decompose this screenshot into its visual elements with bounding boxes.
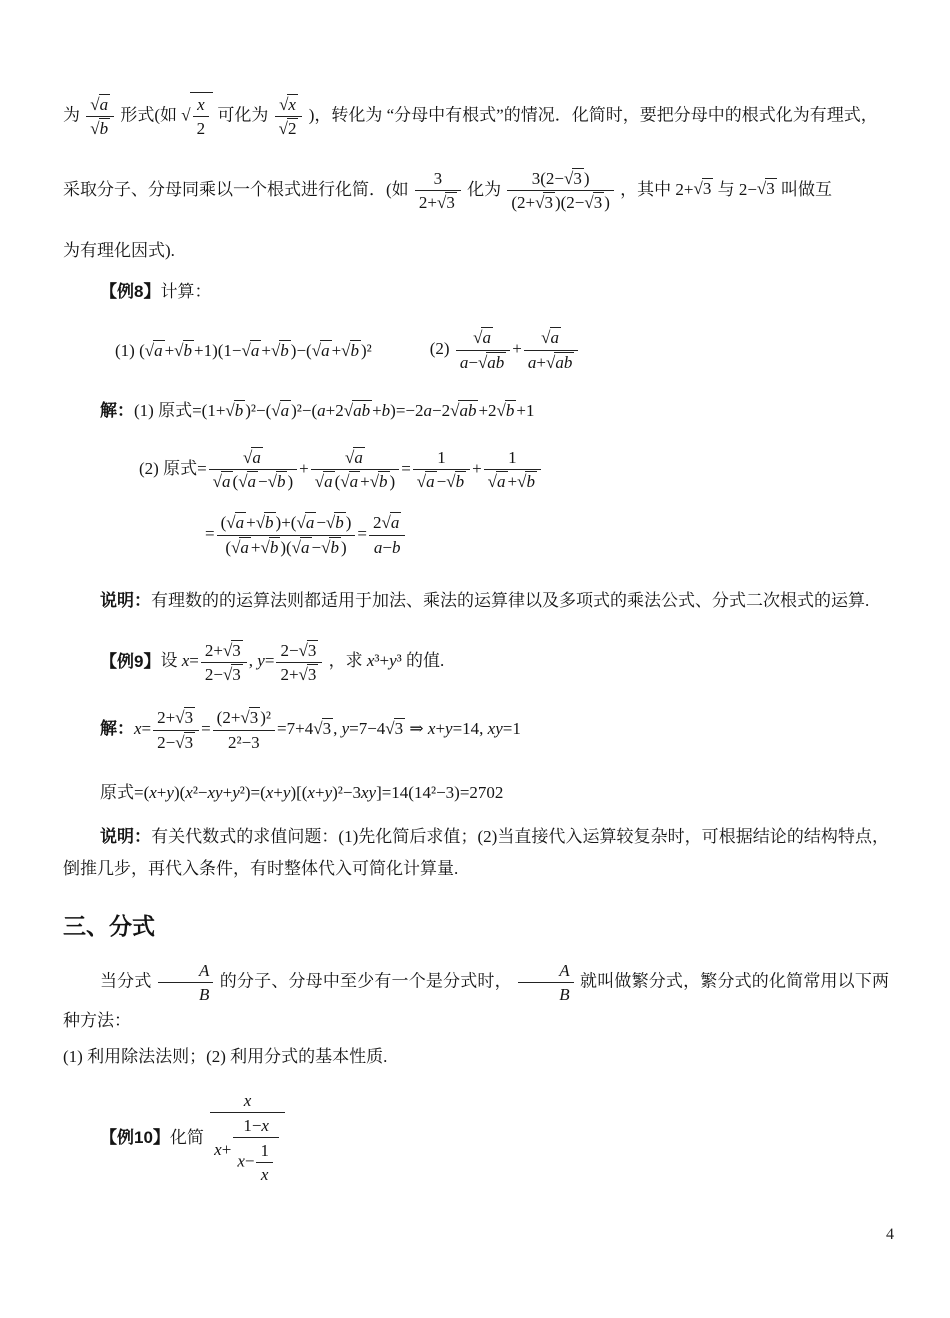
example9-label: 【例9】 (100, 651, 161, 671)
example8-solution-formula-1: (1) 原式=(1+√b )²−(√a )²−(a+2√ab +b)=−2a−2√ab +2√b +1 (134, 401, 535, 421)
section3-methods: (1) 利用除法法则；(2) 利用分式的基本性质. (63, 1046, 388, 1066)
example9-solution-formula-1: x= $\frac{2+√3}{2-√3}$ = $\frac{\text{(2+√3 )²}}{\text{2²−3}}$ =7+4√3 , y=7−4√3 ⇒ x+y=14, xy=1 (134, 719, 521, 738)
example8-solution-line-3: = $\frac{(√a +√b )+(√a -√b )}{(√a +√b )(√a -√b )}$ = $\frac{2√a}{a-b}$ (63, 511, 889, 559)
example8-problem-2: (2) $\frac{√a}{a-√ab}$ + $\frac{√a}{a+√ab}$ (430, 326, 581, 374)
example8-label: 【例8】 (100, 282, 161, 302)
example8-note (63, 585, 889, 616)
example9-note-text: 有关代数式的求值问题：(1)先化简后求值；(2)当直接代入运算较复杂时，可根据结论的结构特点，倒推几步，再代入条件，有时整体代入可简化计算量. (63, 827, 889, 878)
example9-solution-line-1 (63, 706, 889, 754)
example8-heading (63, 277, 889, 302)
example8-solution-line-1 (63, 396, 889, 421)
example9-problem: 设 x= $\frac{2+√3}{2-√3}$ , y= $\frac{2-√3}{2+√3}$ ，求 x³+y³ 的值. (160, 651, 444, 670)
intro-paragraph-1: 为 $\frac{√a}{√b}$ 形式(如 √ $\frac{x}{2}$ 可化为 $\frac{√x}{√2}$ )，转化为 “分母中有根式”的情况．化简时，要把分母中的根式化为有理式， (63, 92, 889, 141)
page-number: 4 (886, 1226, 894, 1243)
example9-heading (63, 639, 889, 687)
intro-paragraph-3: 为有理化因式). (63, 241, 175, 261)
example8-title-text: 计算： (160, 282, 212, 302)
example8-note-text: 有理数的的运算法则都适用于加法、乘法的运算律以及多项式的乘法公式、分式二次根式的运算. (151, 591, 870, 611)
section3-heading: 三、分式 (63, 913, 155, 940)
example9-note-label: 说明： (100, 827, 152, 847)
intro-paragraph-2: 采取分子、分母同乘以一个根式进行化简．(如 $\frac{3}{2+√3}$ 化为 $\frac{3(2-√3 )}{(2+√3 )(2-√3 )}$ ，其中 2+√3 与 2−√3 叫做互 (63, 167, 889, 215)
example9-note (63, 821, 889, 884)
example8-solution-line-2: (2) 原式= $\frac{√a}{√a (√a -√b )}$ + $\frac{√a}{√a (√a +√b )}$ = $\frac{1}{√a -√b}$ + $\frac{1}{√a +√b}$ (63, 446, 889, 494)
example9-solution-line-2: 原式=(x+y)(x²−xy+y²)=(x+y)[(x+y)²−3xy]=14(14²−3)=2702 (100, 783, 504, 803)
example10-heading (63, 1089, 889, 1189)
example8-problem-1: (1) (√a +√b +1)(1−√a +√b )−(√a +√b )² (115, 340, 372, 360)
example8-problems (63, 326, 889, 374)
example10-label: 【例10】 (100, 1127, 170, 1147)
example9-solution-label: 解： (100, 719, 134, 739)
example8-solution-label: 解： (100, 401, 134, 421)
page-content (63, 92, 889, 1189)
section3-paragraph: 当分式 $\frac{A}{B}$ 的分子、分母中至少有一个是分式时， $\frac{A}{B}$ 就叫做繁分式，繁分式的化简常用以下两种方法： (63, 961, 890, 1030)
example8-note-label: 说明： (100, 591, 151, 611)
example10-problem: 化简 x x+ 1−x x− $\frac{1}{x}$ (170, 1128, 287, 1147)
